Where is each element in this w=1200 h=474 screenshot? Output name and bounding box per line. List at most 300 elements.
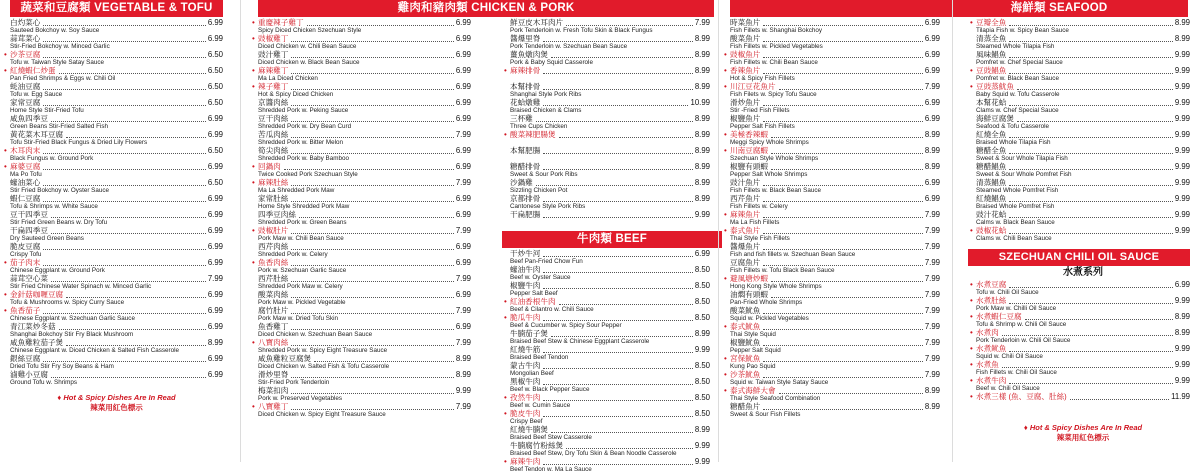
menu-item-row xyxy=(10,307,223,315)
dish-price: 7.99 xyxy=(924,337,940,347)
dish-name-en: Shredded Pork w. Baby Bamboo xyxy=(258,155,350,163)
dish-name-zh: 干扁四季豆 xyxy=(10,225,48,235)
dish-name-en: Szechuan Style Whole Shrimps xyxy=(730,155,819,163)
dish-name-en: Home Style Shredded Pork Maw xyxy=(258,203,350,211)
dish-name-zh: 糖醋全魚 xyxy=(976,145,1007,155)
dot-leader xyxy=(51,213,206,218)
menu-item xyxy=(510,35,710,51)
menu-item xyxy=(10,179,223,195)
dot-leader xyxy=(763,53,922,58)
dish-name-en: Pork Maw w. Dried Tofu Skin xyxy=(258,315,339,323)
menu-list-chicken xyxy=(258,17,471,419)
dot-leader xyxy=(543,284,692,289)
dish-name-en: Beef w. Black Pepper Sauce xyxy=(510,386,590,394)
menu-item xyxy=(730,19,940,35)
dish-price: 9.99 xyxy=(1174,49,1190,59)
dish-name-zh: 三杯雞 xyxy=(510,113,533,123)
dish-name-zh: 清蒸全魚 xyxy=(976,33,1007,43)
menu-item xyxy=(510,147,710,163)
dish-name-en: Sweet & Sour Fish Fillets xyxy=(730,411,801,419)
dish-name-zh: • 豆瓣全魚 xyxy=(976,17,1007,27)
menu-item-row xyxy=(258,147,471,155)
dish-name-zh: 酸菜魚片 xyxy=(730,33,761,43)
dish-name-en: Tofu & Shrimp w. Chili Oil Sauce xyxy=(976,321,1067,329)
dish-price: 8.99 xyxy=(924,145,940,155)
dish-price: 8.99 xyxy=(694,49,710,59)
dish-name-en: Shredded Pork w. Peking Sauce xyxy=(258,107,349,115)
dish-name-en: Braised Beef Stew, Dry Tofu Skin & Bean Noodle Casserole xyxy=(510,450,677,457)
dish-name-en: Squid w. Pickled Vegetables xyxy=(730,315,809,323)
dish-name-zh: 本幫花蛤 xyxy=(976,97,1007,107)
dish-name-en: Three Cups Chicken xyxy=(510,123,568,131)
dish-price: 8.50 xyxy=(694,280,710,290)
menu-item xyxy=(510,346,710,362)
dish-price: 6.99 xyxy=(207,209,223,219)
menu-item-row xyxy=(730,243,940,251)
menu-item-row xyxy=(976,163,1190,171)
dot-leader xyxy=(291,181,453,186)
dish-name-zh: • 水煮三樣 (魚、豆腐、肚絲) xyxy=(976,391,1067,401)
dish-price: 6.99 xyxy=(924,113,940,123)
dish-price: 9.99 xyxy=(1174,359,1190,369)
menu-item xyxy=(730,227,940,243)
dish-name-zh: • 水煮魚 xyxy=(976,359,999,369)
dot-leader xyxy=(771,133,923,138)
menu-item-row xyxy=(10,163,223,171)
dot-leader xyxy=(291,293,453,298)
dot-leader xyxy=(543,396,692,401)
menu-item xyxy=(976,115,1190,131)
dish-name-en: Tilapia Fish w. Spicy Bean Sauce xyxy=(976,27,1069,35)
dish-name-zh: 干扁肥腸 xyxy=(510,209,541,219)
dish-name-zh: • 豆豉鯧魚 xyxy=(976,65,1007,75)
menu-item xyxy=(510,115,710,131)
dot-leader xyxy=(1002,363,1173,368)
menu-item-row xyxy=(258,291,471,299)
dot-leader xyxy=(43,149,205,154)
dish-name-en xyxy=(510,139,710,147)
dish-name-zh: • 川江豆花魚片 xyxy=(730,81,776,91)
dish-price: 7.99 xyxy=(924,353,940,363)
menu-item xyxy=(510,211,710,227)
dish-name-en: Calms w. Black Bean Sauce xyxy=(976,219,1055,227)
dish-name-en: Braised Chicken & Clams xyxy=(510,107,582,115)
menu-item-row xyxy=(510,211,710,219)
dish-price: 6.99 xyxy=(455,193,471,203)
dish-name-en: Mongolian Beef xyxy=(510,370,554,378)
menu-item xyxy=(258,67,471,83)
dish-name-zh: 黑椒牛肉 xyxy=(510,376,541,386)
menu-item-row xyxy=(510,458,710,466)
menu-item-row xyxy=(510,67,710,75)
menu-item-row xyxy=(258,35,471,43)
dish-name-zh: 鮮豆皮木耳肉片 xyxy=(510,17,564,27)
dish-name-zh: • 魚香肉絲 xyxy=(258,257,289,267)
menu-item-row xyxy=(10,275,223,283)
dish-price: 7.99 xyxy=(694,17,710,27)
menu-item-row xyxy=(10,323,223,331)
menu-item xyxy=(976,377,1190,393)
menu-item-row xyxy=(510,163,710,171)
menu-item xyxy=(976,195,1190,211)
menu-item xyxy=(258,179,471,195)
dish-name-zh: 蝦仁豆腐 xyxy=(10,193,41,203)
dish-name-zh: 咸魚雞粒茄子煲 xyxy=(10,337,64,347)
menu-item-row xyxy=(730,115,940,123)
dish-price: 8.50 xyxy=(694,392,710,402)
dot-leader xyxy=(291,245,453,250)
section-header-seafood-text: 海鮮類 SEAFOOD xyxy=(1010,2,1108,14)
dish-name-en: Crispy Beef xyxy=(510,418,543,426)
dot-leader xyxy=(59,69,206,74)
menu-item-row xyxy=(730,387,940,395)
menu-list-seafood-2 xyxy=(976,17,1190,243)
menu-item-row xyxy=(976,393,1190,401)
dish-price: 7.99 xyxy=(455,177,471,187)
menu-item xyxy=(10,291,223,307)
menu-item-row xyxy=(730,307,940,315)
dish-name-en: Fish and fish fillets w. Szechuan Bean Sauce xyxy=(730,251,856,259)
menu-item xyxy=(976,147,1190,163)
dish-price: 6.99 xyxy=(207,33,223,43)
dish-name-zh: 干炒牛河 xyxy=(510,248,541,258)
menu-item-row xyxy=(976,35,1190,43)
menu-item xyxy=(510,362,710,378)
menu-item xyxy=(976,19,1190,35)
dot-leader xyxy=(1009,149,1172,154)
dot-leader xyxy=(291,277,453,282)
dish-price: 6.99 xyxy=(1174,279,1190,289)
dish-name-en: Sweet & Sour Whole Tilapia Fish xyxy=(976,155,1068,163)
menu-item-row xyxy=(10,227,223,235)
dot-leader xyxy=(1025,315,1173,320)
dish-name-zh: 筍尖肉絲 xyxy=(258,145,289,155)
menu-item-row xyxy=(10,131,223,139)
dish-name-en: Green Beans Stir-Fried Salted Fish xyxy=(10,123,108,131)
spicy-note-zh: 辣菜用紅色標示 xyxy=(1056,432,1110,442)
dish-name-zh: • 茄子肉末 xyxy=(10,257,41,267)
dish-name-zh: • 紅油香根牛肉 xyxy=(510,296,556,306)
dish-name-en: Pomfret w. Chef Special Sauce xyxy=(976,59,1063,67)
dot-leader xyxy=(291,197,453,202)
dish-price: 8.99 xyxy=(1174,311,1190,321)
menu-item-row xyxy=(258,339,471,347)
menu-item xyxy=(10,35,223,51)
dot-leader xyxy=(51,373,206,378)
menu-item xyxy=(730,387,940,403)
menu-item-row xyxy=(730,83,940,91)
dish-price: 8.50 xyxy=(694,312,710,322)
dish-price: 8.99 xyxy=(694,193,710,203)
dish-name-zh: • 豉椒雞丁 xyxy=(258,33,289,43)
dish-name-en: Meggi Spicy Whole Shrimps xyxy=(730,139,809,147)
dish-price: 6.99 xyxy=(207,305,223,315)
dish-name-zh: 滷雞小豆腐 xyxy=(10,369,48,379)
menu-item xyxy=(10,243,223,259)
dish-name-zh: • 麻婆豆腐 xyxy=(10,161,41,171)
dish-name-en: Thai Style Seafood Combination xyxy=(730,395,821,403)
dish-price: 9.99 xyxy=(694,456,710,466)
dish-name-zh: 醬爆里脊 xyxy=(510,33,541,43)
dish-name-en: Tofu Stir-Fried Black Fungus & Dried Lily Flowers xyxy=(10,139,148,147)
dish-name-en: Hong Kong Style Whole Shrimps xyxy=(730,283,822,291)
menu-item xyxy=(730,291,940,307)
dish-name-zh: • 豉椒魚片 xyxy=(730,49,761,59)
dish-name-en: Diced Chicken w. Black Bean Sauce xyxy=(258,59,360,67)
menu-item xyxy=(730,163,940,179)
dish-name-zh: 西芹肚絲 xyxy=(258,273,289,283)
dish-price: 8.99 xyxy=(694,328,710,338)
dish-name-en: Shredded Pork Maw w. Celery xyxy=(258,283,343,291)
dish-name-zh: • 避風塘炒蝦 xyxy=(730,273,768,283)
dish-name-en: Shredded Pork w. Green Beans xyxy=(258,219,347,227)
dish-name-zh: 滑炒魚片 xyxy=(730,97,761,107)
dish-price: 8.99 xyxy=(694,424,710,434)
dish-name-zh: 海鮮豆腐煲 xyxy=(976,113,1014,123)
menu-item xyxy=(730,339,940,355)
dish-price: 8.99 xyxy=(924,129,940,139)
menu-item xyxy=(730,355,940,371)
menu-item-row xyxy=(976,51,1190,59)
dish-price: 7.99 xyxy=(455,337,471,347)
dish-name-zh: 時菜魚片 xyxy=(730,17,761,27)
spicy-note: ♦ Hot & Spicy Dishes Are In Read xyxy=(57,392,176,402)
dish-price: 7.99 xyxy=(924,305,940,315)
menu-item-row xyxy=(730,35,940,43)
menu-item-row xyxy=(730,323,940,331)
dish-name-en: Chinese Eggplant w. Szechuan Garlic Sauce xyxy=(10,315,135,323)
dish-name-zh: 魚香雞丁 xyxy=(258,321,289,331)
menu-item-row xyxy=(510,362,710,370)
dish-name-en: Braised Whole Tilapia Fish xyxy=(976,139,1051,147)
menu-item xyxy=(976,51,1190,67)
dot-leader xyxy=(566,444,693,449)
menu-item-row xyxy=(510,442,710,450)
dish-price: 6.50 xyxy=(207,49,223,59)
menu-list-beef xyxy=(484,248,714,474)
menu-item xyxy=(10,115,223,131)
dot-leader xyxy=(779,389,923,394)
dish-name-zh: 京醬肉絲 xyxy=(258,97,289,107)
menu-item-row xyxy=(730,179,940,187)
dish-name-zh: 本幫肥腸 xyxy=(510,145,541,155)
dish-price: 6.99 xyxy=(455,49,471,59)
dish-name-en: Pork Maw w. Chili Bean Sauce xyxy=(258,235,344,243)
menu-item xyxy=(730,211,940,227)
dish-name-en: Fish Fillets w. Chili Bean Sauce xyxy=(730,59,818,67)
menu-item-row xyxy=(730,67,940,75)
menu-item-row xyxy=(258,355,471,363)
dot-leader xyxy=(1009,299,1172,304)
dish-name-zh: • 香辣魚片 xyxy=(730,65,761,75)
dish-name-zh: 豆干肉絲 xyxy=(258,113,289,123)
menu-item-row xyxy=(730,355,940,363)
dish-name-en: Fish Fillets w. Tofu Black Bean Sauce xyxy=(730,267,835,275)
menu-item xyxy=(510,458,710,474)
menu-item xyxy=(976,83,1190,99)
dish-name-en: Shanghai Bokchoy Stir Fry Black Mushroom xyxy=(10,331,134,339)
dish-name-zh: • 麻辣雞丁 xyxy=(258,65,289,75)
dot-leader xyxy=(763,213,922,218)
menu-item-row xyxy=(976,227,1190,235)
dot-leader xyxy=(779,85,923,90)
dish-price: 9.99 xyxy=(1174,81,1190,91)
menu-item-row xyxy=(976,345,1190,353)
dot-leader xyxy=(771,293,923,298)
menu-item xyxy=(510,266,710,282)
spicy-note-zh: 辣菜用紅色標示 xyxy=(90,402,143,412)
dish-name-zh: 蒜茸空心菜 xyxy=(10,273,48,283)
dish-price: 6.99 xyxy=(455,257,471,267)
dish-name-zh: 豆腐魚片 xyxy=(730,257,761,267)
menu-item-row xyxy=(976,329,1190,337)
dish-price: 8.99 xyxy=(694,177,710,187)
dish-name-en: Fish Filets w. Spicy Tofu Sauce xyxy=(730,91,817,99)
menu-item xyxy=(10,131,223,147)
dish-price: 8.99 xyxy=(694,65,710,75)
dish-price: 6.99 xyxy=(207,225,223,235)
menu-item xyxy=(730,371,940,387)
menu-item-row xyxy=(10,99,223,107)
dish-name-zh: 蒙古牛肉 xyxy=(510,360,541,370)
dish-name-en: Pork Maw w. Pickled Vegetable xyxy=(258,299,346,307)
dot-leader xyxy=(291,149,453,154)
menu-item-row xyxy=(258,387,471,395)
dish-name-zh: • 酸菜辣肥腸煲 xyxy=(510,129,556,139)
dish-name-zh: 沙鍋雞 xyxy=(510,177,533,187)
dot-leader xyxy=(1009,229,1172,234)
dot-leader xyxy=(284,165,454,170)
dot-leader xyxy=(314,357,454,362)
dish-name-en: Pan Fried Shrimps & Eggs w. Chili Oil xyxy=(10,75,116,83)
menu-item xyxy=(976,297,1190,313)
menu-item-row xyxy=(258,307,471,315)
dish-price: 8.99 xyxy=(694,33,710,43)
menu-item xyxy=(258,323,471,339)
dot-leader xyxy=(1009,379,1172,384)
dish-price: 7.99 xyxy=(455,305,471,315)
dish-name-en: Clams w. Chef Special Sauce xyxy=(976,107,1059,115)
menu-item xyxy=(730,147,940,163)
dish-name-zh: • 麻辣魚片 xyxy=(730,209,761,219)
menu-item-row xyxy=(510,378,710,386)
dish-price: 7.99 xyxy=(455,401,471,411)
dish-name-en: Black Fungus w. Ground Pork xyxy=(10,155,94,163)
dish-price: 6.99 xyxy=(924,17,940,27)
menu-item xyxy=(258,371,471,387)
dot-leader xyxy=(1002,331,1173,336)
dish-name-en: Ma Po Tofu xyxy=(10,171,42,179)
menu-item xyxy=(510,330,710,346)
dot-leader xyxy=(43,21,205,26)
dot-leader xyxy=(291,325,453,330)
menu-item xyxy=(730,307,940,323)
menu-item xyxy=(510,378,710,394)
menu-item-row xyxy=(258,323,471,331)
dot-leader xyxy=(763,69,922,74)
dish-name-en: Dry Sauteed Green Beans xyxy=(10,235,84,243)
dish-name-zh: • 脆皮牛肉 xyxy=(510,408,541,418)
dish-price: 6.99 xyxy=(455,97,471,107)
dish-name-en: Ground Tofu w. Shrimps xyxy=(10,379,78,387)
column-divider xyxy=(952,0,953,462)
dish-name-en: Squid w. Chili Oil Sauce xyxy=(976,353,1043,361)
menu-item xyxy=(258,227,471,243)
menu-item xyxy=(976,227,1190,243)
menu-list-seafood-1 xyxy=(730,17,940,419)
menu-item-row xyxy=(976,131,1190,139)
dish-name-zh: • 孜然牛肉 xyxy=(510,392,541,402)
dish-name-en: Shredded Pork w. Dry Bean Curd xyxy=(258,123,352,131)
dish-name-en: Tofu w. Chili Oil Sauce xyxy=(976,289,1039,297)
menu-item xyxy=(730,35,940,51)
menu-item-row xyxy=(510,195,710,203)
menu-item-row xyxy=(10,51,223,59)
dish-name-en: Twice Cooked Pork Szechuan Style xyxy=(258,171,358,179)
dish-name-zh: • 水煮肉 xyxy=(976,327,999,337)
dot-leader xyxy=(543,165,692,170)
menu-item xyxy=(258,355,471,371)
dot-leader xyxy=(559,300,693,305)
menu-item xyxy=(510,282,710,298)
dish-name-en: Tofu w. Taiwan Style Satay Sauce xyxy=(10,59,105,67)
menu-item xyxy=(510,51,710,67)
dish-name-en xyxy=(510,155,710,163)
dot-leader xyxy=(771,277,923,282)
dot-leader xyxy=(59,325,206,330)
dish-name-zh: 酸菜魷魚 xyxy=(730,305,761,315)
menu-item xyxy=(730,275,940,291)
dish-name-en: Pepper Salt Fish Fillets xyxy=(730,123,795,131)
dish-price: 9.99 xyxy=(1174,65,1190,75)
dish-price: 8.99 xyxy=(694,161,710,171)
menu-item-row xyxy=(10,83,223,91)
menu-item xyxy=(976,281,1190,297)
dish-price: 8.99 xyxy=(924,161,940,171)
dot-leader xyxy=(291,117,453,122)
dish-name-zh: • 水煮牛肉 xyxy=(976,375,1007,385)
dish-price: 6.99 xyxy=(455,321,471,331)
dish-name-zh: • 八寶肉絲 xyxy=(258,337,289,347)
dish-price: 7.99 xyxy=(455,273,471,283)
dish-price: 9.99 xyxy=(1174,129,1190,139)
dish-name-en: Diced Chicken w. Chili Bean Sauce xyxy=(258,43,357,51)
dot-leader xyxy=(43,181,205,186)
dish-name-zh: • 辣子雞丁 xyxy=(258,81,289,91)
menu-item-row xyxy=(10,211,223,219)
dish-name-en: Stir Fried Bokchoy w. Oyster Sauce xyxy=(10,187,110,195)
menu-item xyxy=(510,67,710,83)
menu-list-vegetable xyxy=(10,17,223,387)
dish-price: 6.99 xyxy=(455,65,471,75)
dish-name-en: Clams w. Chili Bean Sauce xyxy=(976,235,1052,243)
menu-item xyxy=(730,131,940,147)
dish-name-zh: 酸菜肉絲 xyxy=(258,289,289,299)
dish-price: 6.50 xyxy=(207,97,223,107)
dish-name-en: Pork w. Preserved Vegetables xyxy=(258,395,343,403)
dish-price: 9.99 xyxy=(694,440,710,450)
menu-item-row xyxy=(730,131,940,139)
menu-item xyxy=(10,339,223,355)
menu-list-pork xyxy=(484,17,714,227)
dot-leader xyxy=(1009,69,1172,74)
dish-price: 6.99 xyxy=(924,65,940,75)
menu-item-row xyxy=(258,195,471,203)
dish-name-zh: 青江菜炒冬菇 xyxy=(10,321,56,331)
column-divider xyxy=(718,0,719,462)
menu-item xyxy=(258,35,471,51)
dish-name-zh: • 泰式魷魚 xyxy=(730,321,761,331)
